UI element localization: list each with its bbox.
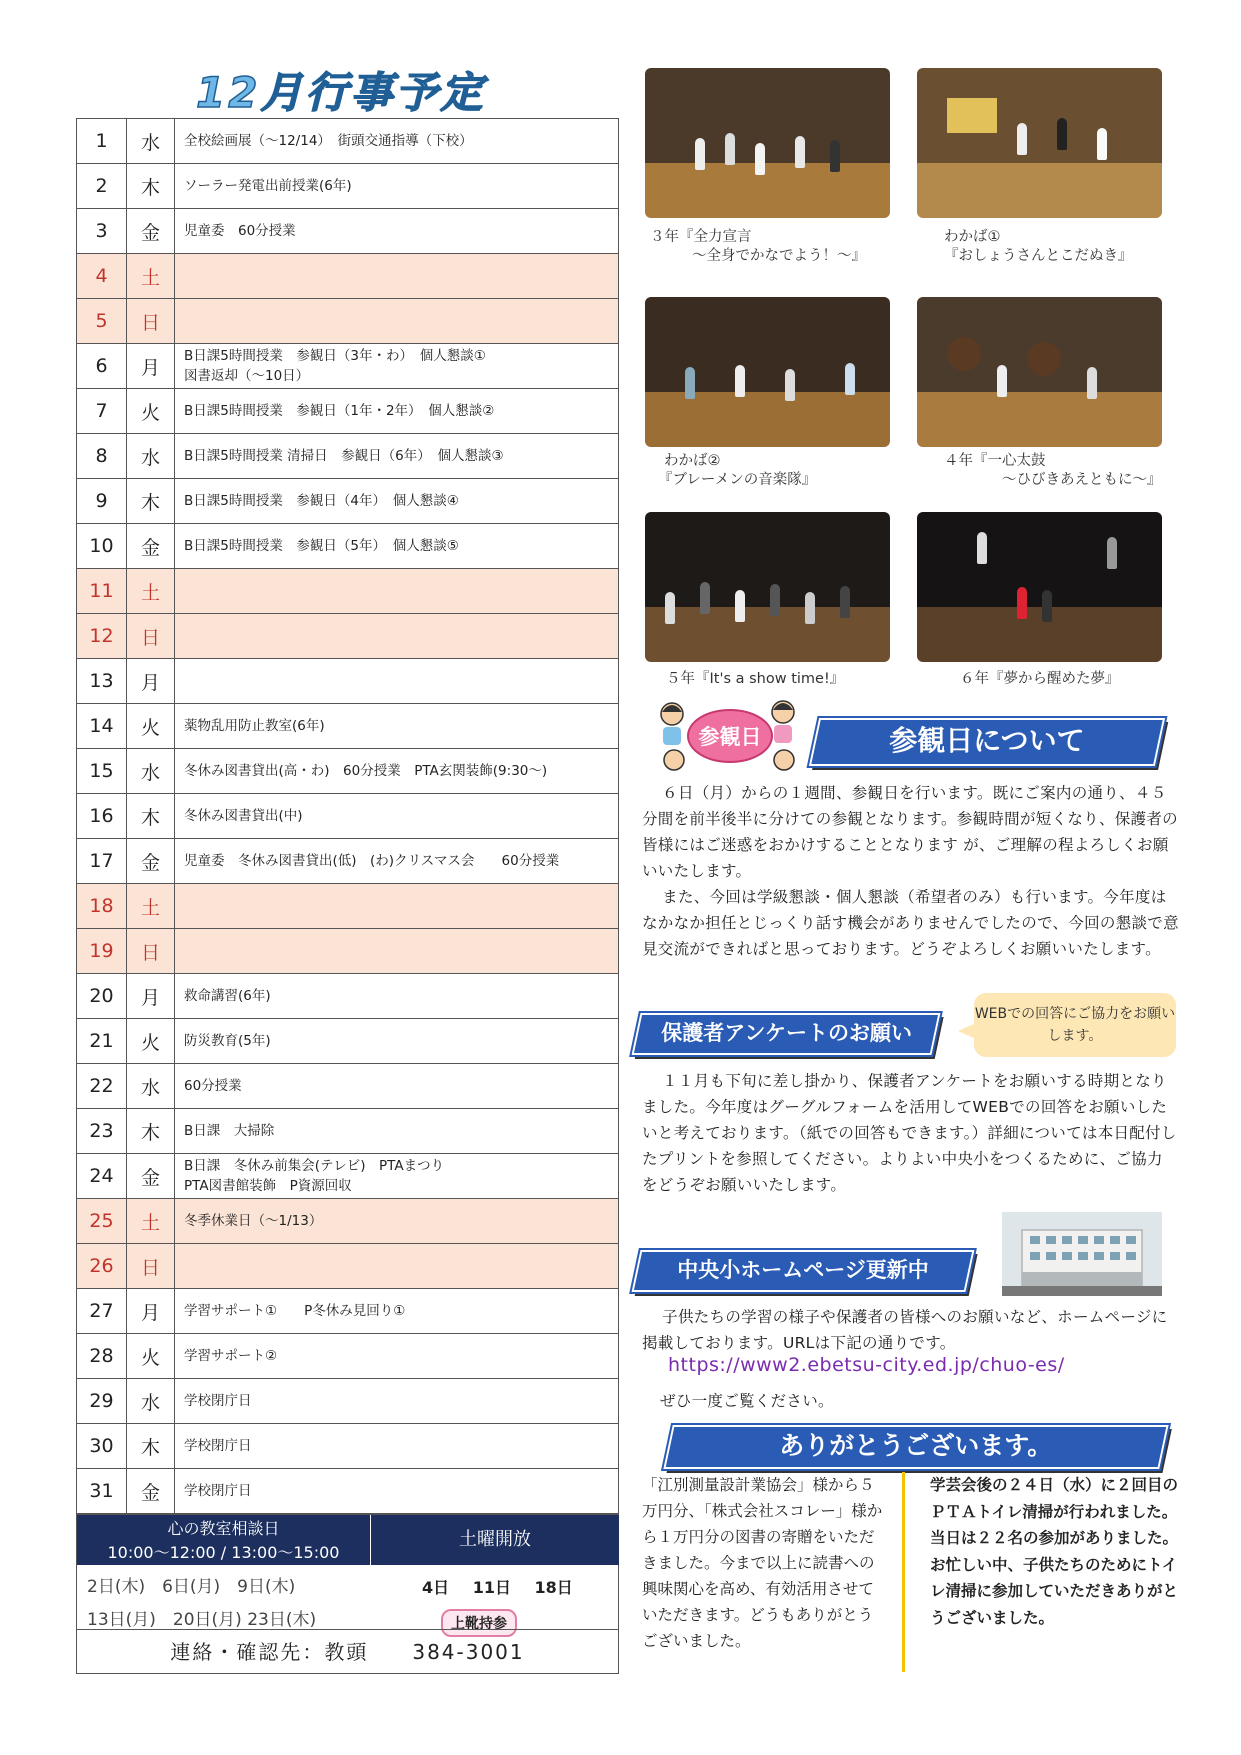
calendar-event-line: 冬季休業日（～1/13）: [184, 1213, 323, 1229]
calendar-row: [77, 119, 619, 164]
consult-dates-line2: 13日(月) 20日(月) 23日(木): [87, 1610, 317, 1630]
calendar-day: 25: [77, 1199, 127, 1244]
calendar-row: [77, 1379, 619, 1424]
consult-header: [77, 1515, 370, 1565]
calendar-events: [175, 1019, 619, 1064]
calendar-events: [175, 1064, 619, 1109]
calendar-row: [77, 704, 619, 749]
calendar-day: 22: [77, 1064, 127, 1109]
calendar-weekday: 土: [127, 884, 175, 929]
calendar-weekday: 金: [127, 524, 175, 569]
calendar-events: [175, 1244, 619, 1289]
calendar-day: 4: [77, 254, 127, 299]
thanks-right-text: 学芸会後の２４日（水）に２回目のＰＴＡトイレ清掃が行われました。当日は２２名の参加がありました。お忙しい中、子供たちのためにトイレ清掃に参加していただきありがとうございました。: [930, 1476, 1179, 1627]
photo-grade3: [645, 68, 890, 218]
calendar-event-line: 救命講習(6年): [184, 988, 271, 1004]
calendar-row: [77, 1244, 619, 1289]
calendar-row: [77, 344, 619, 389]
consult-title: 心の教室相談日: [167, 1519, 280, 1538]
calendar-row: [77, 794, 619, 839]
calendar-events: [175, 1424, 619, 1469]
calendar-day: 23: [77, 1109, 127, 1154]
calendar-event-line: 薬物乱用防止教室(6年): [184, 718, 325, 734]
photo-caption-4: ４年『一心太鼓 ～ひびきあえともに～』: [944, 453, 1162, 488]
calendar-day: 31: [77, 1469, 127, 1514]
calendar-event-line: 全校絵画展（～12/14） 街頭交通指導（下校）: [184, 133, 473, 149]
calendar-row: [77, 299, 619, 344]
calendar-event-line: B日課5時間授業 参観日（5年） 個人懇談⑤: [184, 538, 459, 554]
calendar-day: 30: [77, 1424, 127, 1469]
calendar-events: [175, 659, 619, 704]
calendar-day: 3: [77, 209, 127, 254]
calendar-row: [77, 164, 619, 209]
calendar-event-line: 学校閉庁日: [184, 1483, 252, 1499]
calendar-row: [77, 929, 619, 974]
calendar-event-line: ソーラー発電出前授業(6年): [184, 178, 352, 194]
calendar-events: [175, 1289, 619, 1334]
calendar-events: [175, 839, 619, 884]
survey-para: １１月も下旬に差し掛かり、保護者アンケートをお願いする時期となりました。今年度はグーグルフォームを活用してWEBでの回答をお願いしたいと考えております。（紙での回答もできます。）詳細については本日配付したプリントを参照してください。よりよい中央小をつくるために、ご協力をどうぞお願いいたします。: [642, 1072, 1177, 1194]
calendar-events: [175, 1469, 619, 1514]
calendar-row: [77, 569, 619, 614]
calendar-event-line: B日課5時間授業 参観日（3年・わ） 個人懇談①: [184, 348, 486, 364]
calendar-row: [77, 434, 619, 479]
saturday-open-title: 土曜開放: [370, 1515, 619, 1565]
calendar-event-line: B日課 冬休み前集会(テレビ) PTAまつり: [184, 1158, 445, 1174]
photo-wakaba2: [645, 297, 890, 447]
calendar-row: [77, 1199, 619, 1244]
consult-dates-line1: 2日(木) 6日(月) 9日(木): [87, 1577, 296, 1597]
calendar-events: [175, 389, 619, 434]
sankanbi-banner: 参観日について: [809, 718, 1165, 766]
calendar-weekday: 木: [127, 1109, 175, 1154]
calendar-event-line: 学校閉庁日: [184, 1393, 252, 1409]
calendar-day: 16: [77, 794, 127, 839]
thanks-banner: ありがとうございます。: [663, 1425, 1168, 1469]
calendar-row: [77, 884, 619, 929]
consult-dates: [87, 1571, 367, 1637]
calendar-event-line: 児童委 冬休み図書貸出(低) (わ)クリスマス会 60分授業: [184, 853, 560, 869]
photo-caption-3: わかば② 『ブレーメンの音楽隊』: [658, 453, 817, 488]
info-box: [76, 1514, 619, 1674]
kids-illustration-icon: [658, 694, 800, 776]
calendar-weekday: 土: [127, 569, 175, 614]
photo-grade4: [917, 297, 1162, 447]
calendar-events: [175, 614, 619, 659]
calendar-day: 11: [77, 569, 127, 614]
calendar-day: 1: [77, 119, 127, 164]
calendar-weekday: 水: [127, 749, 175, 794]
calendar-day: 15: [77, 749, 127, 794]
calendar-row: [77, 1064, 619, 1109]
calendar-event-line: B日課5時間授業 清掃日 参観日（6年） 個人懇談③: [184, 448, 504, 464]
calendar-day: 19: [77, 929, 127, 974]
homepage-closing: ぜひ一度ご覧ください。: [660, 1392, 834, 1410]
calendar-weekday: 木: [127, 1424, 175, 1469]
calendar-row: [77, 1154, 619, 1199]
calendar-weekday: 金: [127, 1469, 175, 1514]
calendar-events: [175, 704, 619, 749]
calendar-events: [175, 569, 619, 614]
calendar-weekday: 火: [127, 389, 175, 434]
calendar-weekday: 火: [127, 704, 175, 749]
calendar-events: [175, 929, 619, 974]
calendar-day: 21: [77, 1019, 127, 1064]
contact-line: 連絡・確認先：教頭 384-3001: [77, 1629, 618, 1674]
calendar-row: [77, 614, 619, 659]
calendar-weekday: 月: [127, 974, 175, 1019]
calendar-day: 12: [77, 614, 127, 659]
calendar-event-line: 図書返却（～10日）: [184, 368, 310, 384]
calendar-weekday: 金: [127, 839, 175, 884]
calendar-day: 18: [77, 884, 127, 929]
calendar-day: 2: [77, 164, 127, 209]
photo-grade6: [917, 512, 1162, 662]
calendar-row: [77, 524, 619, 569]
calendar-row: [77, 659, 619, 704]
calendar-weekday: 木: [127, 164, 175, 209]
calendar-event-line: 冬休み図書貸出(中): [184, 808, 303, 824]
calendar-events: [175, 164, 619, 209]
calendar-events: [175, 524, 619, 569]
school-building-photo: [1002, 1212, 1162, 1296]
calendar-weekday: 土: [127, 254, 175, 299]
calendar-row: [77, 1019, 619, 1064]
sankanbi-para1: ６日（月）からの１週間、参観日を行います。既にご案内の通り、４５分間を前半後半に分けての参観となります。参観時間が短くなり、保護者の皆様にはご迷惑をおかけすることとなります が、ご理解の程よろしくお願いいたします。: [642, 784, 1178, 880]
calendar-event-line: 防災教育(5年): [184, 1033, 271, 1049]
consult-hours: 10:00～12:00 / 13:00～15:00: [107, 1543, 340, 1562]
calendar-day: 13: [77, 659, 127, 704]
calendar-day: 14: [77, 704, 127, 749]
calendar-day: 26: [77, 1244, 127, 1289]
calendar-row: [77, 974, 619, 1019]
calendar-weekday: 日: [127, 614, 175, 659]
calendar-row: [77, 1424, 619, 1469]
calendar-day: 9: [77, 479, 127, 524]
calendar-events: [175, 479, 619, 524]
calendar-day: 6: [77, 344, 127, 389]
calendar-row: [77, 209, 619, 254]
calendar-weekday: 火: [127, 1019, 175, 1064]
calendar-row: [77, 1469, 619, 1514]
calendar-event-line: 学習サポート① P冬休み見回り①: [184, 1303, 406, 1319]
calendar-row: [77, 1289, 619, 1334]
calendar-day: 20: [77, 974, 127, 1019]
calendar-day: 10: [77, 524, 127, 569]
photo-caption-5: ５年『It's a show time!』: [666, 671, 845, 687]
calendar-event-line: 児童委 60分授業: [184, 223, 296, 239]
calendar-weekday: 日: [127, 1244, 175, 1289]
calendar-weekday: 日: [127, 299, 175, 344]
calendar-day: 17: [77, 839, 127, 884]
calendar-weekday: 金: [127, 209, 175, 254]
calendar-day: 27: [77, 1289, 127, 1334]
calendar-day: 5: [77, 299, 127, 344]
calendar-row: [77, 1334, 619, 1379]
survey-banner: 保護者アンケートのお願い: [632, 1013, 941, 1055]
calendar-row: [77, 749, 619, 794]
photo-caption-1: ３年『全力宣言 ～全身でかなでよう！～』: [650, 229, 866, 264]
calendar-events: [175, 749, 619, 794]
calendar-row: [77, 254, 619, 299]
uwabaki-badge: 上靴持参: [441, 1609, 517, 1637]
calendar-weekday: 水: [127, 1064, 175, 1109]
kids-icon-label: 参観日: [698, 725, 762, 749]
calendar-events: [175, 794, 619, 839]
calendar-events: [175, 884, 619, 929]
calendar-event-line: 冬休み図書貸出(高・わ) 60分授業 PTA玄関装飾(9:30～): [184, 763, 548, 779]
calendar-weekday: 木: [127, 794, 175, 839]
calendar-events: [175, 254, 619, 299]
thanks-divider: [902, 1472, 905, 1672]
calendar-weekday: 月: [127, 344, 175, 389]
homepage-banner: 中央小ホームページ更新中: [632, 1250, 975, 1292]
calendar-day: 28: [77, 1334, 127, 1379]
calendar-events: [175, 1154, 619, 1199]
calendar-weekday: 火: [127, 1334, 175, 1379]
photo-wakaba1: [917, 68, 1162, 218]
photo-grade5: [645, 512, 890, 662]
calendar-weekday: 土: [127, 1199, 175, 1244]
calendar-events: [175, 434, 619, 479]
sankanbi-para2: また、今回は学級懇談・個人懇談（希望者のみ）も行います。今年度はなかなか担任とじっくり話す機会がありませんでしたので、今回の懇談で意見交流ができればと思っております。どうぞよろしくお願いいたします。: [642, 888, 1179, 958]
calendar-title: 12月行事予定: [196, 68, 486, 117]
calendar-weekday: 月: [127, 1289, 175, 1334]
calendar-weekday: 水: [127, 1379, 175, 1424]
photo-caption-6: ６年『夢から醒めた夢』: [960, 671, 1120, 687]
calendar-weekday: 月: [127, 659, 175, 704]
survey-speech-bubble: WEBでの回答にご協力をお願いします。: [974, 993, 1176, 1057]
calendar-events: [175, 344, 619, 389]
calendar-events: [175, 209, 619, 254]
calendar-weekday: 木: [127, 479, 175, 524]
calendar-row: [77, 1109, 619, 1154]
calendar-event-line: B日課5時間授業 参観日（1年・2年） 個人懇談②: [184, 403, 495, 419]
calendar-events: [175, 299, 619, 344]
calendar-event-line: 60分授業: [184, 1078, 242, 1094]
calendar-day: 29: [77, 1379, 127, 1424]
calendar-events: [175, 1379, 619, 1424]
photo-caption-2: わかば① 『おしょうさんとこだぬき』: [944, 229, 1133, 264]
calendar-row: [77, 839, 619, 884]
calendar-day: 24: [77, 1154, 127, 1199]
calendar-events: [175, 1334, 619, 1379]
calendar-events: [175, 119, 619, 164]
calendar-events: [175, 1199, 619, 1244]
calendar-row: [77, 479, 619, 524]
calendar-weekday: 日: [127, 929, 175, 974]
homepage-para: 子供たちの学習の様子や保護者の皆様へのお願いなど、ホームページに掲載しております。URLは下記の通りです。: [642, 1308, 1168, 1352]
thanks-left-text: 「江別測量設計業協会」様から５万円分、「株式会社スコレー」様から１万円分の図書の寄贈をいただきました。今まで以上に読書への興味関心を高め、有効活用させていただきます。どうもありがとうございました。: [642, 1476, 883, 1650]
calendar-event-line: 学校閉庁日: [184, 1438, 252, 1454]
calendar-event-line: B日課 大掃除: [184, 1123, 275, 1139]
calendar-event-line: PTA図書館装飾 P資源回収: [184, 1178, 352, 1194]
calendar-weekday: 水: [127, 434, 175, 479]
homepage-url-link[interactable]: https://www2.ebetsu-city.ed.jp/chuo-es/: [668, 1354, 1065, 1376]
calendar-events: [175, 1109, 619, 1154]
calendar-row: [77, 389, 619, 434]
calendar-event-line: B日課5時間授業 参観日（4年） 個人懇談④: [184, 493, 459, 509]
calendar-weekday: 金: [127, 1154, 175, 1199]
calendar-day: 8: [77, 434, 127, 479]
calendar-day: 7: [77, 389, 127, 434]
calendar-event-line: 学習サポート②: [184, 1348, 278, 1364]
calendar-table: [76, 118, 619, 1514]
saturday-open-dates: 4日 11日 18日: [422, 1578, 573, 1597]
calendar-events: [175, 974, 619, 1019]
calendar-weekday: 水: [127, 119, 175, 164]
